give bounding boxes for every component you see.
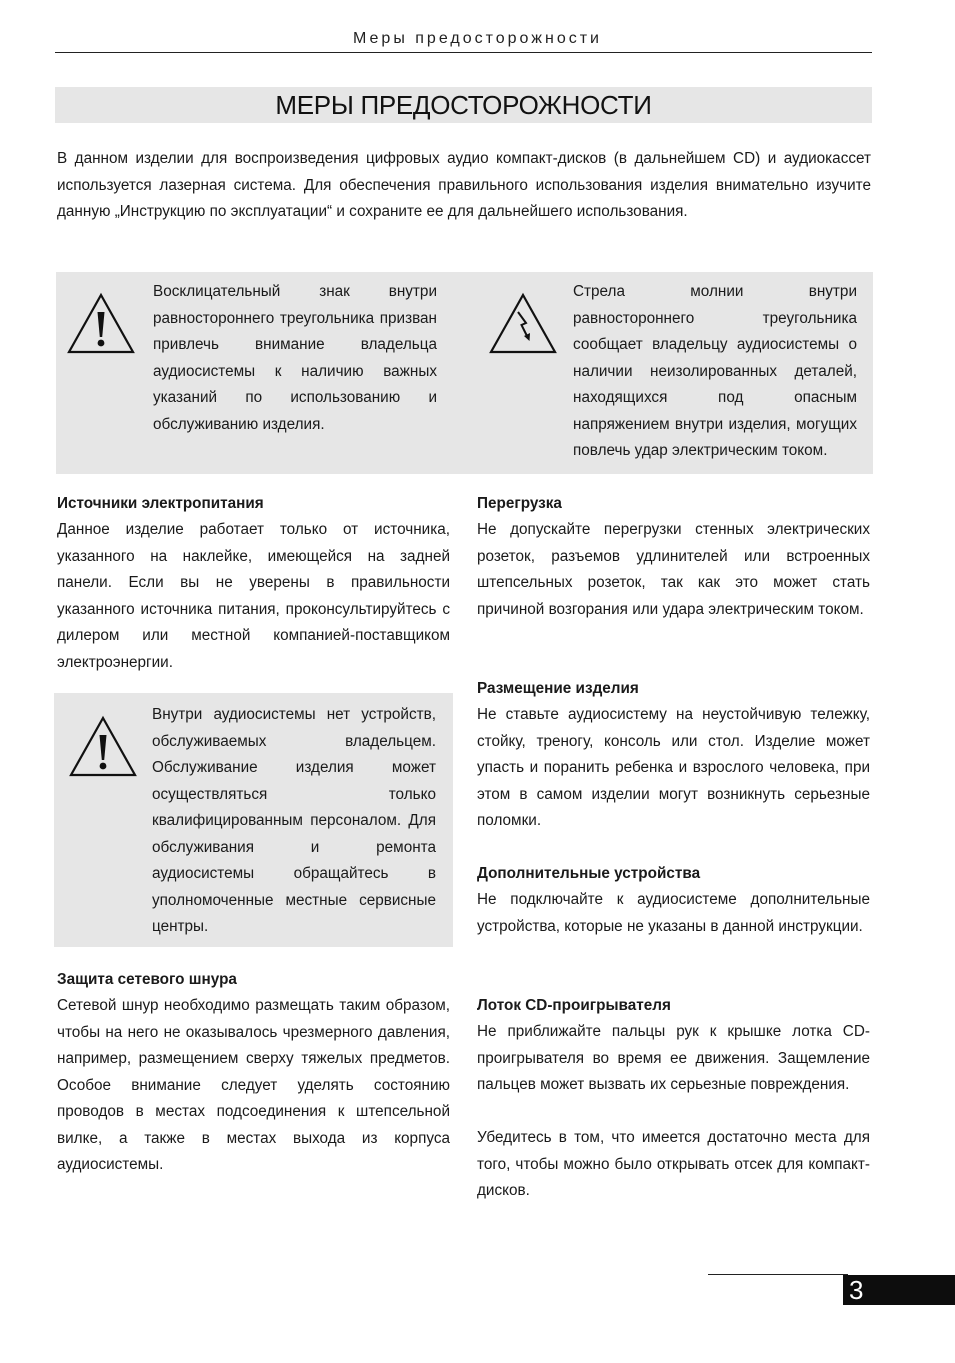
lightning-warning-text: Стрела молнии внутри равностороннего треугольника сообщает владельцу аудиосистемы о наличии неизолированных деталей, находящихся под опасным напряжением внутри изделия, могущих повлечь удар электрическим током. bbox=[573, 283, 857, 459]
section-heading-cd-tray: Лоток CD-проигрывателя bbox=[477, 997, 671, 1014]
service-warning-text: Внутри аудиосистемы нет устройств, обслуживаемых владельцем. Обслуживание изделия может осуществляться только квалифицированным персоналом. Для обслуживания и ремонта аудиосистемы обращайтесь в уполномоченные местные сервисные центры. bbox=[152, 706, 436, 935]
section-heading-accessories: Дополнительные устройства bbox=[477, 865, 701, 882]
section-heading-overload: Перегрузка bbox=[477, 495, 562, 512]
lightning-triangle-icon bbox=[488, 292, 558, 356]
running-header: Меры предосторожности bbox=[353, 30, 602, 47]
footer-divider bbox=[708, 1274, 848, 1275]
section-body-cd-tray: Не приближайте пальцы рук к крышке лотка CD-проигрывателя во время ее движения. Защемление пальцев может вызвать их серьезные повреждения. bbox=[477, 1023, 870, 1093]
section-heading-placement: Размещение изделия bbox=[477, 680, 639, 697]
page-title: МЕРЫ ПРЕДОСТОРОЖНОСТИ bbox=[275, 89, 652, 120]
page-number: 3 bbox=[843, 1275, 955, 1305]
section-body-cd-tray-space: Убедитесь в том, что имеется достаточно места для того, чтобы можно было открывать отсек для компакт-дисков. bbox=[477, 1129, 870, 1199]
section-body-overload: Не допускайте перегрузки стенных электрических розеток, разъемов удлинителей или встроенных штепсельных розеток, так как это может стать причиной возгорания или удара электрическим током. bbox=[477, 521, 870, 618]
exclamation-triangle-icon bbox=[68, 715, 138, 779]
section-body-placement: Не ставьте аудиосистему на неустойчивую тележку, стойку, треногу, консоль или стол. Изделие может упасть и поранить ребенка и взрослого человека, при этом в самом изделии могут возникнуть серьезные поломки. bbox=[477, 706, 870, 829]
section-body-accessories: Не подключайте к аудиосистеме дополнительные устройства, которые не указаны в данной инструкции. bbox=[477, 891, 870, 935]
header-divider bbox=[55, 52, 872, 53]
intro-paragraph: В данном изделии для воспроизведения цифровых аудио компакт-дисков (в дальнейшем CD) и аудиокассет используется лазерная система. Для обеспечения правильного использования изделия внимательно изучите данную „Инструкцию по эксплуатации“ и сохраните ее для дальнейшего использования. bbox=[57, 150, 871, 220]
exclamation-warning-text: Восклицательный знак внутри равностороннего треугольника призван привлечь внимание владельца аудиосистемы к наличию важных указаний по использованию и обслуживанию изделия. bbox=[153, 283, 437, 433]
section-heading-power: Источники электропитания bbox=[57, 495, 264, 512]
exclamation-triangle-icon bbox=[66, 292, 136, 356]
section-body-cord: Сетевой шнур необходимо размещать таким образом, чтобы на него не оказывалось чрезмерного давления, например, размещением сверху тяжелых предметов. Особое внимание следует уделять состоянию проводов в местах подсоединения к штепсельной вилке, а также в местах выхода из корпуса аудиосистемы. bbox=[57, 997, 450, 1173]
section-body-power: Данное изделие работает только от источника, указанного на наклейке, имеющейся на задней панели. Если вы не уверены в правильности указанного источника питания, проконсультируйтесь с дилером или местной компанией-поставщиком электроэнергии. bbox=[57, 521, 450, 671]
title-bar bbox=[55, 87, 872, 123]
section-heading-cord: Защита сетевого шнура bbox=[57, 971, 237, 988]
